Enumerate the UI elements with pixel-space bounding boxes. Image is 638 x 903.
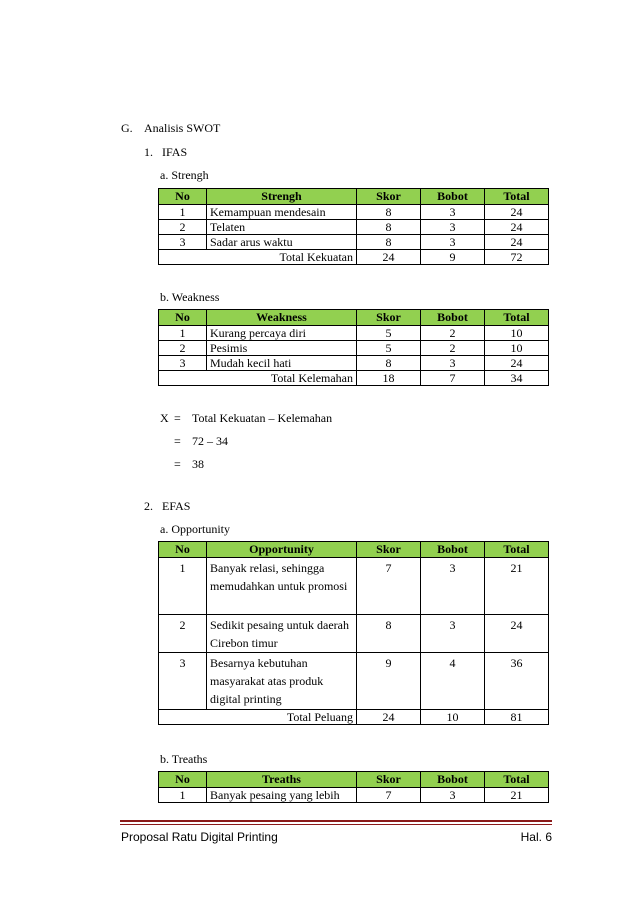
cell-skor: 5 — [357, 341, 421, 356]
strength-table — [158, 188, 549, 265]
cell-no: 1 — [159, 788, 207, 803]
col-no: No — [159, 189, 207, 205]
cell-item: Kurang percaya diri — [207, 326, 357, 341]
table-total-row — [159, 371, 549, 386]
cell-item: Sedikit pesaing untuk daerah Cirebon timur — [207, 615, 357, 653]
total-label: Total Peluang — [159, 710, 357, 725]
table-row — [159, 558, 549, 615]
col-skor: Skor — [357, 189, 421, 205]
cell-item: Mudah kecil hati — [207, 356, 357, 371]
cell-total: 24 — [485, 356, 549, 371]
formula-line2: 72 – 34 — [192, 434, 228, 448]
total-label: Total Kekuatan — [159, 250, 357, 265]
cell-bobot: 4 — [421, 653, 485, 710]
cell-total: 24 — [485, 220, 549, 235]
cell-no: 2 — [159, 341, 207, 356]
cell-total: 10 — [485, 326, 549, 341]
cell-total: 10 — [485, 341, 549, 356]
total-total: 81 — [485, 710, 549, 725]
strength-heading: a. Strengh — [160, 168, 209, 182]
opportunity-table — [158, 541, 549, 725]
total-bobot: 7 — [421, 371, 485, 386]
cell-bobot: 3 — [421, 356, 485, 371]
cell-total: 36 — [485, 653, 549, 710]
total-label: Total Kelemahan — [159, 371, 357, 386]
col-item: Opportunity — [207, 542, 357, 558]
formula-eq: = — [174, 457, 181, 471]
formula-eq: = — [174, 434, 181, 448]
section-label: G. — [121, 121, 133, 135]
table-header-row — [159, 772, 549, 788]
total-bobot: 9 — [421, 250, 485, 265]
cell-no: 3 — [159, 235, 207, 250]
total-skor: 18 — [357, 371, 421, 386]
table-header-row — [159, 310, 549, 326]
cell-item: Telaten — [207, 220, 357, 235]
cell-total: 21 — [485, 558, 549, 615]
total-total: 72 — [485, 250, 549, 265]
cell-total: 21 — [485, 788, 549, 803]
cell-item: Besarnya kebutuhan masyarakat atas produk digital printing — [207, 653, 357, 710]
table-row — [159, 356, 549, 371]
cell-skor: 8 — [357, 205, 421, 220]
col-total: Total — [485, 310, 549, 326]
col-no: No — [159, 772, 207, 788]
cell-skor: 8 — [357, 235, 421, 250]
table-row — [159, 341, 549, 356]
col-total: Total — [485, 189, 549, 205]
col-total: Total — [485, 542, 549, 558]
col-bobot: Bobot — [421, 189, 485, 205]
table-row — [159, 220, 549, 235]
efas-label: 2. — [144, 499, 153, 513]
total-total: 34 — [485, 371, 549, 386]
cell-no: 1 — [159, 326, 207, 341]
cell-item: Sadar arus waktu — [207, 235, 357, 250]
footer-rule — [120, 820, 552, 822]
table-row — [159, 653, 549, 710]
weakness-table — [158, 309, 549, 386]
cell-item: Banyak relasi, sehingga memudahkan untuk promosi — [207, 558, 357, 615]
footer-rule-thin — [120, 824, 552, 825]
cell-bobot: 2 — [421, 326, 485, 341]
table-row — [159, 326, 549, 341]
formula-line3: 38 — [192, 457, 204, 471]
table-row — [159, 205, 549, 220]
col-bobot: Bobot — [421, 772, 485, 788]
cell-total: 24 — [485, 615, 549, 653]
col-item: Weakness — [207, 310, 357, 326]
cell-no: 3 — [159, 653, 207, 710]
total-skor: 24 — [357, 710, 421, 725]
col-total: Total — [485, 772, 549, 788]
ifas-label: 1. — [144, 145, 153, 159]
col-no: No — [159, 310, 207, 326]
cell-no: 2 — [159, 220, 207, 235]
total-skor: 24 — [357, 250, 421, 265]
cell-skor: 8 — [357, 356, 421, 371]
cell-bobot: 3 — [421, 220, 485, 235]
footer-title: Proposal Ratu Digital Printing — [121, 830, 278, 844]
cell-bobot: 2 — [421, 341, 485, 356]
section-title: Analisis SWOT — [144, 121, 221, 135]
cell-item: Kemampuan mendesain — [207, 205, 357, 220]
opportunity-heading: a. Opportunity — [160, 522, 230, 536]
table-total-row — [159, 250, 549, 265]
cell-no: 2 — [159, 615, 207, 653]
weakness-heading: b. Weakness — [160, 290, 220, 304]
cell-total: 24 — [485, 235, 549, 250]
cell-no: 3 — [159, 356, 207, 371]
cell-no: 1 — [159, 205, 207, 220]
col-item: Strengh — [207, 189, 357, 205]
formula-eq: = — [174, 411, 181, 425]
col-skor: Skor — [357, 772, 421, 788]
threats-heading: b. Treaths — [160, 752, 208, 766]
col-item: Treaths — [207, 772, 357, 788]
table-total-row — [159, 710, 549, 725]
cell-bobot: 3 — [421, 615, 485, 653]
table-row — [159, 235, 549, 250]
cell-item: Pesimis — [207, 341, 357, 356]
cell-item: Banyak pesaing yang lebih — [207, 788, 357, 803]
cell-bobot: 3 — [421, 788, 485, 803]
cell-skor: 8 — [357, 615, 421, 653]
col-skor: Skor — [357, 542, 421, 558]
page-number: Hal. 6 — [520, 830, 552, 844]
cell-bobot: 3 — [421, 235, 485, 250]
cell-skor: 8 — [357, 220, 421, 235]
cell-bobot: 3 — [421, 205, 485, 220]
formula-line1: Total Kekuatan – Kelemahan — [192, 411, 333, 425]
col-bobot: Bobot — [421, 310, 485, 326]
table-header-row — [159, 542, 549, 558]
total-bobot: 10 — [421, 710, 485, 725]
cell-skor: 5 — [357, 326, 421, 341]
efas-title: EFAS — [162, 499, 191, 513]
table-row — [159, 788, 549, 803]
col-no: No — [159, 542, 207, 558]
cell-total: 24 — [485, 205, 549, 220]
threats-table — [158, 771, 549, 803]
col-skor: Skor — [357, 310, 421, 326]
ifas-title: IFAS — [162, 145, 188, 159]
cell-skor: 7 — [357, 788, 421, 803]
formula-var: X — [160, 411, 169, 425]
cell-bobot: 3 — [421, 558, 485, 615]
cell-no: 1 — [159, 558, 207, 615]
cell-skor: 9 — [357, 653, 421, 710]
col-bobot: Bobot — [421, 542, 485, 558]
cell-skor: 7 — [357, 558, 421, 615]
table-header-row — [159, 189, 549, 205]
table-row — [159, 615, 549, 653]
